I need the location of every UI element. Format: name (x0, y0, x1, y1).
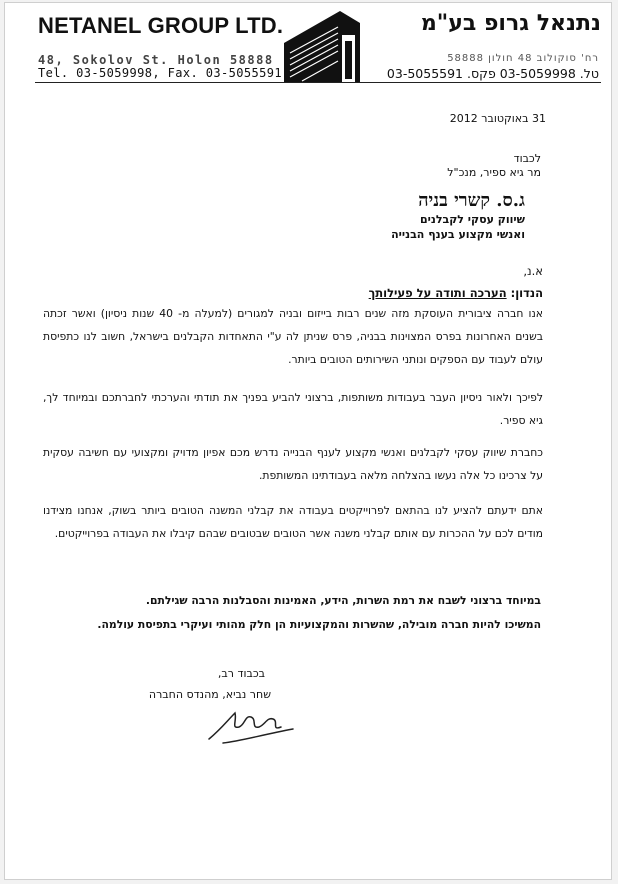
company-name-hebrew: נתנאל גרופ בע"מ (420, 11, 601, 36)
recipient-company-desc-2: ואנשי מקצוע בענף הבנייה (391, 228, 525, 241)
body-paragraph: כחברת שיווק עסקי לקבלנים ואנשי מקצוע לענף הבנייה נדרש מכם אפיון מדויק ומקצועי עם חשיבה עסקית על צרכינו כל אלה נעשו בהצלחה מלאה בעבודתינו המשותפת. (43, 446, 543, 482)
recipient-name: מר גיא ספיר, מנכ"ל (447, 166, 541, 179)
subject-value: הערכה ותודה על פעילותך (368, 286, 507, 300)
greeting: א.נ, (523, 264, 543, 278)
phones-hebrew: טל. 03-5059998 פקס. 03-5055591 (386, 66, 599, 81)
closing-line-2: המשיכו להיות חברה מובילה, שהשרות והמקצועיות הן חלק מהותי ועיקרי בתפיסת עולמה. (97, 618, 541, 631)
letterhead-divider (35, 82, 601, 83)
handwritten-signature (201, 699, 301, 749)
subject-line (369, 286, 543, 300)
company-logo (282, 9, 362, 83)
address-english: 48, Sokolov St. Holon 58888 (38, 53, 274, 67)
closing-line-1: במיוחד ברצוני לשבח את רמת השרות, הידע, האמינות והסבלנות הרבה שגילתם. (145, 594, 541, 607)
company-name-english: NETANEL GROUP LTD. (38, 13, 284, 38)
regards: בכבוד רב, (217, 667, 265, 680)
body-paragraph: לפיכך ולאור ניסיון העבר בעבודות משותפות, ברצוני להביע בפניך את תודתי והערכתי לחברתכם ובמיוחד לך, גיא ספיר. (43, 391, 543, 427)
body-paragraph: אתם ידעתם להציע לנו בהתאם לפרוייקטים בעבודה את קבלני המשנה הטובים ביותר בשוק, אנחנו מצידנו מודים לכם על ההכרות עם אותם קבלני משנה אשר הטובים שבטובים שבהם קיבלו את העבודה בפרוייקטים. (43, 504, 543, 540)
recipient-company: ג.ס. קשרי בניה (418, 190, 525, 211)
letter-page (4, 2, 612, 880)
recipient-company-desc-1: שיווק עסקי לקבלנים (419, 213, 525, 226)
letter-date: 31 באוקטובר 2012 (449, 112, 546, 125)
phones-english: Tel. 03-5059998, Fax. 03-5055591 (38, 66, 282, 80)
body-paragraph: אנו חברה ציבורית העוסקת מזה שנים רבות בייזום ובניה למגורים (למעלה מ- 40 שנות ניסיון) ואשר זכתה בשנים האחרונות בפרס המצוינות בבניה, פרס שניתן לה ע"י התאחדות הקבלנים בישראל, חשוב לנו כתפיסת עולם לעבוד עם הספקים ונותני השירותים הטובים ביותר. (43, 307, 543, 366)
recipient-label: לכבוד (513, 152, 541, 165)
subject-label: הנדון: (510, 286, 543, 300)
address-hebrew: רח' סוקולוב 48 חולון 58888 (447, 53, 599, 64)
signer-name: שחר נביא, מהנדס החברה (148, 688, 271, 701)
